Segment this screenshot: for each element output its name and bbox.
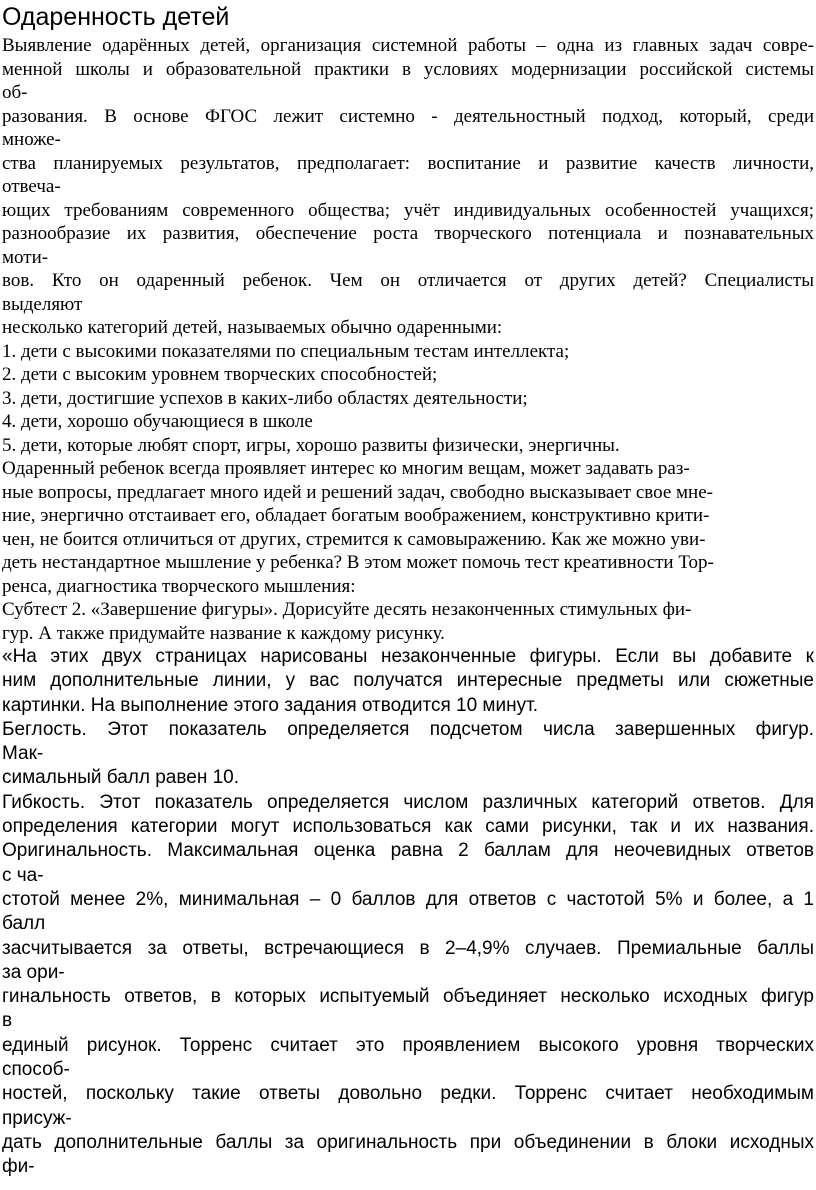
- text-line: гур. А также придумайте название к каждому рисунку.: [2, 622, 445, 644]
- text-line: ние, энергично отстаивает его, обладает богатым воображением, конструктивно крити-: [2, 505, 710, 526]
- text-line: способ-: [2, 1059, 70, 1081]
- text-line: несколько категорий детей, называемых обычно одаренными:: [2, 317, 503, 338]
- text-line: разования. В основе ФГОС лежит системно - деятельностный подход, который, среди: [2, 105, 814, 127]
- text-line: определения категории могут использоваться как сами рисунки, так и их названия.: [2, 816, 814, 838]
- text-line: Оригинальность. Максимальная оценка равна 2 баллам для неочевидных ответов: [2, 840, 814, 862]
- text-line: присуж-: [2, 1107, 72, 1129]
- text-line: Субтест 2. «Завершение фигуры». Дорисуйте десять незаконченных стимульных фи-: [2, 599, 692, 620]
- text-line: ним дополнительные линии, у вас получатся интересные предметы или сюжетные: [2, 670, 814, 692]
- text-line: об-: [2, 82, 28, 103]
- text-line: за ори-: [2, 961, 65, 983]
- test-instructions-block: [2, 645, 814, 1180]
- document-title: Одаренность детей: [2, 3, 230, 31]
- text-line: 1. дети с высокими показателями по специальным тестам интеллекта;: [2, 340, 570, 362]
- document-page: [2, 0, 814, 1180]
- text-line: деть нестандартное мышление у ребенка? В этом может помочь тест креативности Тор-: [2, 552, 714, 573]
- text-line: засчитывается за ответы, встречающиеся в 2–4,9% случаев. Премиальные баллы: [2, 937, 814, 959]
- text-line: единый рисунок. Торренс считает это проявлением высокого уровня творческих: [2, 1034, 814, 1056]
- text-line: Гибкость. Этот показатель определяется числом различных категорий ответов. Для: [2, 791, 814, 813]
- text-line: 2. дети с высоким уровнем творческих способностей;: [2, 364, 438, 385]
- text-line: ренса, диагностика творческого мышления:: [2, 575, 356, 597]
- text-line: вов. Кто он одаренный ребенок. Чем он отличается от других детей? Специалисты: [2, 270, 814, 291]
- text-line: картинки. На выполнение этого задания отводится 10 минут.: [2, 694, 538, 716]
- text-line: Беглость. Этот показатель определяется подсчетом числа завершенных фигур.: [2, 718, 814, 740]
- text-line: ющих требованиям современного общества; учёт индивидуальных особенностей учащихся;: [2, 199, 814, 221]
- text-line: ные вопросы, предлагает много идей и решений задач, свободно высказывает свое мне-: [2, 481, 713, 503]
- text-line: чен, не боится отличиться от других, стремится к самовыражению. Как же можно уви-: [2, 528, 706, 550]
- text-line: моти-: [2, 246, 49, 268]
- text-line: 5. дети, которые любят спорт, игры, хорошо развиты физически, энергичны.: [2, 434, 620, 456]
- text-line: гинальность ответов, в которых испытуемый объединяет несколько исходных фигур: [2, 986, 814, 1008]
- text-line: отвеча-: [2, 176, 61, 197]
- text-line: в: [2, 1010, 13, 1032]
- text-line: менной школы и образовательной практики в условиях модернизации российской системы: [2, 58, 814, 80]
- text-line: дать дополнительные баллы за оригинальность при объединении в блоки исходных: [2, 1131, 814, 1153]
- text-line: 4. дети, хорошо обучающиеся в школе: [2, 411, 313, 432]
- text-line: множе-: [2, 129, 61, 150]
- text-line: Выявление одарённых детей, организация системной работы – одна из главных задач совре-: [2, 35, 814, 56]
- text-line: балл: [2, 913, 46, 935]
- text-line: симальный балл равен 10.: [2, 767, 239, 789]
- text-line: Одаренный ребенок всегда проявляет интерес ко многим вещам, может задавать раз-: [2, 458, 690, 479]
- intro-text-block: [2, 34, 814, 645]
- text-line: «На этих двух страницах нарисованы незаконченные фигуры. Если вы добавите к: [2, 646, 814, 667]
- text-line: ства планируемых результатов, предполагает: воспитание и развитие качеств личности,: [2, 152, 814, 174]
- text-line: выделяют: [2, 293, 83, 315]
- text-line: ностей, поскольку такие ответы довольно редки. Торренс считает необходимым: [2, 1083, 814, 1105]
- text-line: разнообразие их развития, обеспечение роста творческого потенциала и познавательных: [2, 223, 814, 244]
- text-line: Мак-: [2, 743, 44, 765]
- text-line: стотой менее 2%, минимальная – 0 баллов для ответов с частотой 5% и более, а 1: [2, 888, 814, 910]
- text-line: с ча-: [2, 864, 44, 886]
- text-line: фи-: [2, 1156, 35, 1178]
- text-line: 3. дети, достигшие успехов в каких-либо областях деятельности;: [2, 387, 528, 409]
